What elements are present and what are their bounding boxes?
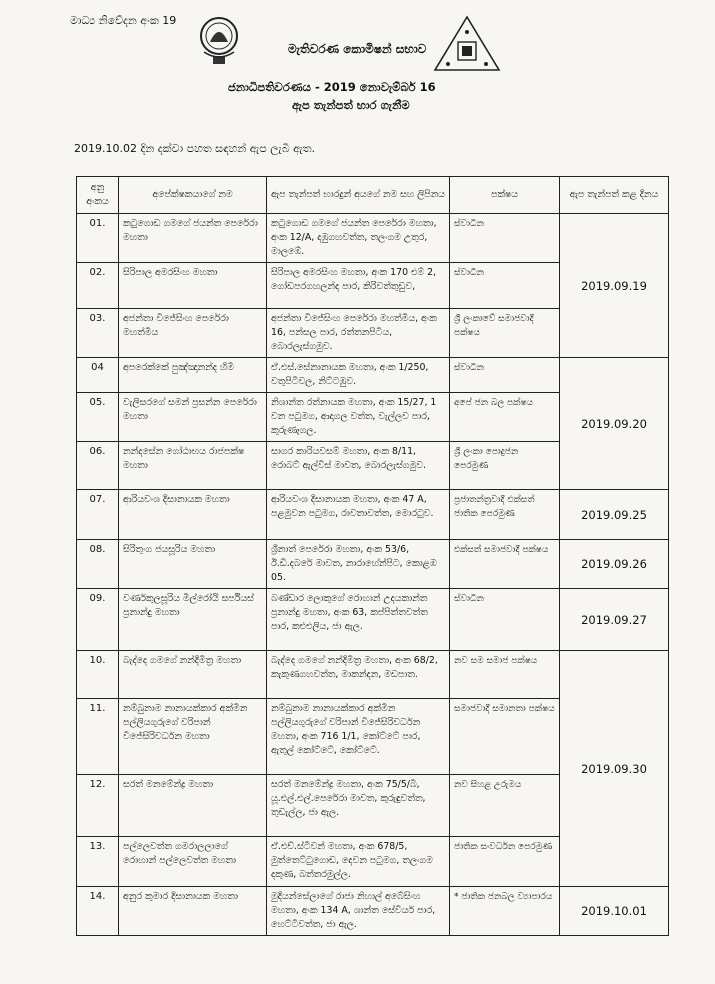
candidate-name: අනුර කුමාර දිසානායක මහතා (119, 887, 267, 936)
deposits-table (76, 176, 669, 936)
party-name: එක්සත් සමාජවාදී පක්ෂය (450, 540, 560, 589)
notice-number: මාධ්‍ය නිවේදන අංක 19 (70, 14, 177, 27)
party-name: ස්වාධීන (450, 589, 560, 651)
candidate-name: බැද්දෙ ගමගේ නන්දිමිත්‍ර මහතා (119, 651, 267, 699)
depositor-address: නම්බුනාම නානායක්කාර අක්මීන පල්ලියගුරුගේ වරිපාන් විජේසිරිවර්ධන මහතා, අංක 716 1/1, කෝට්ටේ පාර, ඇතුල් කෝට්ටේ, කෝට්ටේ. (267, 699, 450, 775)
sri-lanka-emblem-icon (198, 12, 240, 68)
row-number: 13. (77, 837, 119, 887)
column-header: පක්ෂය (450, 177, 560, 214)
depositor-address: ඒ.එච්.ස්ටීවන් මහතා, අංක 678/5, මුත්තෙට්ටුගොඩ, දෙවන පටුමග, තලංගම දකුණ, බත්තරමුල්ල. (267, 837, 450, 887)
depositor-address: මුදියන්සේලාගේ රාජා නිහාල් අබේසිංහ මහතා, අංක 134 A, ශාන්ත සේවියර් පාර, හෙට්ටිවත්ත, ජා ඇල. (267, 887, 450, 936)
row-number: 02. (77, 263, 119, 309)
deposit-date: 2019.09.19 (560, 214, 669, 358)
depositor-address: සාගර කාරියවසම් මහතා, අංක 8/11, රොබට් ඇල්විස් මාවත, බොරලැස්ගමුව. (267, 442, 450, 490)
depositor-address: ශ්‍රීනාත් පෙරේරා මහතා, අංක 53/6, ඊ.ඩී.දබරේ මාවත, නාරාහේන්පිට, කොළඹ 05. (267, 540, 450, 589)
deposit-date: 2019.09.30 (560, 651, 669, 887)
candidate-name: කටුගොඩ ගමගේ ජයන්ත පෙරේරා මහතා (119, 214, 267, 263)
party-name: අපේ ජන බල පක්ෂය (450, 393, 560, 442)
row-number: 09. (77, 589, 119, 651)
column-header: අපේක්ෂකයාගේ නම (119, 177, 267, 214)
deposit-date: 2019.09.27 (560, 589, 669, 651)
candidate-name: නන්දසේන ගෝඨාභය රාජපක්ෂ මහතා (119, 442, 267, 490)
table-row (77, 887, 669, 936)
candidate-name: අජන්තා විජේසිංහ පෙරේරා මහත්මිය (119, 309, 267, 358)
party-name: ස්වාධීන (450, 263, 560, 309)
deposit-date: 2019.09.25 (560, 490, 669, 540)
election-commission-logo-icon (432, 14, 502, 74)
depositor-address: බැද්දෙ ගමගේ නන්දිමිත්‍ර මහතා, අංක 68/2, කැකුණගහවත්ත, මාකන්දන, මඩපාත. (267, 651, 450, 699)
party-name: සමාජවාදී සමානතා පක්ෂය (450, 699, 560, 775)
row-number: 03. (77, 309, 119, 358)
party-name: ස්වාධීන (450, 358, 560, 393)
depositor-address: කටුගොඩ ගමගේ ජයන්ත පෙරේරා මහතා, අංක 12/A, දඹුගහවත්ත, තලංගම උතුර, මාලඹේ. (267, 214, 450, 263)
candidate-name: ආරියවංශ දිසානායක මහතා (119, 490, 267, 540)
party-name: නව සිහළ උරුමය (450, 775, 560, 837)
depositor-address: ආරියවංශ දිසානායක මහතා, අංක 47 A, පළමුවන පටුමග, රාවතාවත්ත, මොරටුව. (267, 490, 450, 540)
candidate-name: සිරිතුංග ජයසූරිය මහතා (119, 540, 267, 589)
table-row (77, 589, 669, 651)
depositor-address: නිශාන්ත රත්නායක මහතා, අංක 15/27, 1 වන පටුමග, ආදාගල වත්ත, වැල්ලව පාර, කුරුණෑගල. (267, 393, 450, 442)
depositor-address: අජන්තා විජේසිංහ පෙරේරා මහත්මිය, අංක 16, පන්සල පාර, රත්තනපිටිය, බොරලැස්ගමුව. (267, 309, 450, 358)
table-header-row (77, 177, 669, 214)
column-header: අනු අංකය (77, 177, 119, 214)
table-row (77, 490, 669, 540)
party-name: නව සම සමාජ පක්ෂය (450, 651, 560, 699)
row-number: 12. (77, 775, 119, 837)
deposit-date: 2019.10.01 (560, 887, 669, 936)
organization-name: මැතිවරණ කොමිෂන් සභාව (288, 42, 427, 56)
table-row (77, 358, 669, 393)
row-number: 05. (77, 393, 119, 442)
depositor-address: බණ්ඩාර ලොකුගේ රොහාන් උදයකාන්ත ප්‍රනාන්දු මහතා, අංක 63, කප්පිත්තවත්ත පාර, කළුඑලිය, ජා ඇල. (267, 589, 450, 651)
document-subtitle: ඇප තැන්පත් භාර ගැනීම (292, 98, 410, 112)
party-name: ජාතික සංවර්ධන පෙරමුණ (450, 837, 560, 887)
row-number: 11. (77, 699, 119, 775)
candidate-name: පල්ලෙවත්ත ගමරාලලාගේ රොහාන් පල්ලෙවත්ත මහතා (119, 837, 267, 887)
party-name: ස්වාධීන (450, 214, 560, 263)
row-number: 06. (77, 442, 119, 490)
candidate-name: අපරෙක්කේ පුඤ්ඤානන්ද හිමි (119, 358, 267, 393)
column-header: ඇප තැන්පත් කළ දිනය (560, 177, 669, 214)
table-row (77, 651, 669, 699)
table-row (77, 214, 669, 263)
candidate-name: සිරිපාල අමරසිංහ මහතා (119, 263, 267, 309)
column-header: ඇප තැන්පත් භාරදුන් අයගේ නම සහ ලිපිනය (267, 177, 450, 214)
party-name: ශ්‍රී ලංකාවේ සමාජවාදී පක්ෂය (450, 309, 560, 358)
row-number: 08. (77, 540, 119, 589)
row-number: 14. (77, 887, 119, 936)
party-name: * ජාතික ජනබල ව්‍යාපාරය (450, 887, 560, 936)
party-name: ප්‍රජාතන්ත්‍රවාදී එක්සත් ජාතික පෙරමුණ (450, 490, 560, 540)
party-name: ශ්‍රී ලංකා පොදුජන පෙරමුණ (450, 442, 560, 490)
row-number: 07. (77, 490, 119, 540)
row-number: 04 (77, 358, 119, 393)
candidate-name: සරත් මනමේන්ද්‍ර මහතා (119, 775, 267, 837)
candidate-name: නම්බුනාම නානායක්කාර අක්මීන පල්ලියගුරුගේ වරිපාන් විජේසිරිවර්ධන මහතා (119, 699, 267, 775)
candidate-name: වැලිසරගේ සමන් ප්‍රසන්න පෙරේරා මහතා (119, 393, 267, 442)
intro-text: 2019.10.02 දින දක්වා පහත සඳහන් ඇප ලැබී ඇත. (74, 142, 316, 155)
row-number: 10. (77, 651, 119, 699)
depositor-address: සිරිපාල අමරසිංහ මහතා, අංක 170 එම් 2, ගෝඩපරගහලන්ද පාර, කිරිවත්තුඩුව, (267, 263, 450, 309)
deposit-date: 2019.09.26 (560, 540, 669, 589)
deposit-date: 2019.09.20 (560, 358, 669, 490)
row-number: 01. (77, 214, 119, 263)
table-row (77, 540, 669, 589)
depositor-address: ඒ.එස්.සේනානායක මහතා, අංක 1/250, වතුපිටිවල, නිට්ටඹුව. (267, 358, 450, 393)
depositor-address: සරත් මනමේන්ද්‍ර මහතා, අංක 75/5/බී, යූ.එල්.එල්.පෙරේරා මාවත, කුරුඳුවත්ත, තුඩැල්ල, ජා ඇල. (267, 775, 450, 837)
candidate-name: වර්ණකුලසූරිය මිල්රෝයි සර්පියස් ප්‍රනාන්දු මහතා (119, 589, 267, 651)
event-title: ජනාධිපතිවරණය - 2019 නොවැම්බර් 16 (228, 80, 436, 94)
